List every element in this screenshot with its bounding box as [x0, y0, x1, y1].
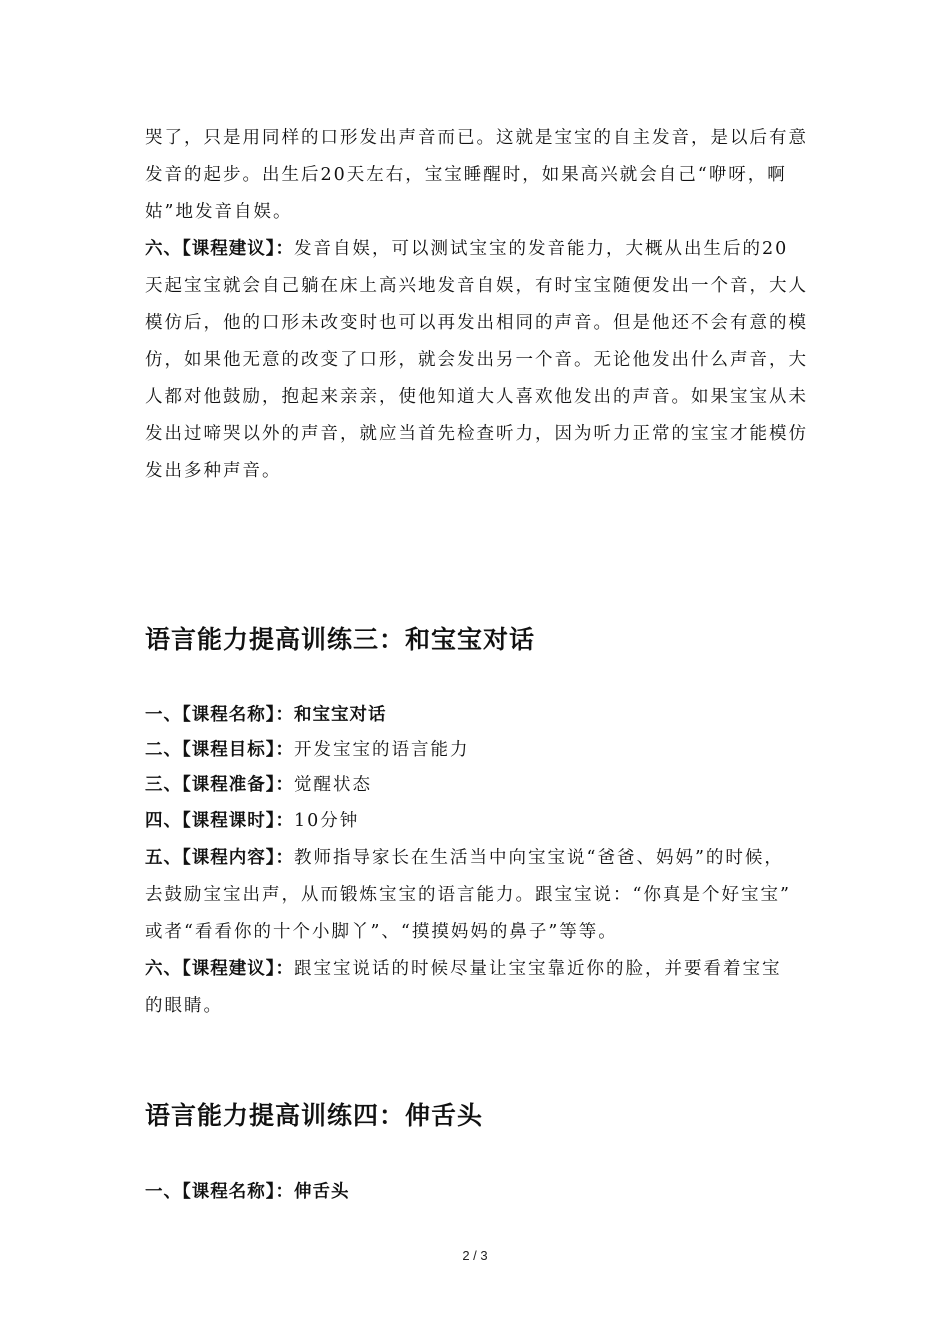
- item-label: 一、【课程名称】：: [145, 1182, 294, 1202]
- body-text-line: 姑”地发音自娱。: [145, 202, 293, 222]
- item-text: 10分钟: [294, 811, 360, 831]
- item-text: 教师指导家长在生活当中向宝宝说“爸爸、妈妈”的时候，: [294, 848, 784, 868]
- item-text: 开发宝宝的语言能力: [294, 740, 470, 760]
- body-text-line: 或者“看看你的十个小脚丫”、“摸摸妈妈的鼻子”等等。: [145, 922, 618, 942]
- page-number: 2 / 3: [462, 1248, 488, 1263]
- body-text-line: 仿，如果他无意的改变了口形，就会发出另一个音。无论他发出什么声音，大: [145, 350, 808, 370]
- item-text: 和宝宝对话: [294, 705, 387, 725]
- item-text: 觉醒状态: [294, 775, 372, 795]
- item-label: 二、【课程目标】：: [145, 740, 294, 760]
- body-text-line: 哭了，只是用同样的口形发出声音而已。这就是宝宝的自主发音，是以后有意: [145, 128, 808, 148]
- list-item: [145, 809, 815, 833]
- list-item: [145, 957, 815, 981]
- body-text-line: 去鼓励宝宝出声，从而锻炼宝宝的语言能力。跟宝宝说：“你真是个好宝宝”: [145, 885, 791, 905]
- item-label: 五、【课程内容】：: [145, 848, 294, 868]
- body-text-line: 天起宝宝就会自己躺在床上高兴地发音自娱，有时宝宝随便发出一个音，大人: [145, 276, 808, 296]
- body-text-line: [145, 237, 815, 261]
- item-text: 伸舌头: [294, 1182, 350, 1202]
- list-item: [145, 773, 815, 797]
- list-item: [145, 703, 815, 727]
- list-item: [145, 738, 815, 762]
- item-text: 跟宝宝说话的时候尽量让宝宝靠近你的脸，并要看着宝宝: [294, 959, 782, 979]
- body-text-line: 发出过啼哭以外的声音，就应当首先检查听力，因为听力正常的宝宝才能模仿: [145, 424, 808, 444]
- item-label: 四、【课程课时】：: [145, 811, 294, 831]
- list-item: [145, 1180, 815, 1204]
- section-heading: 语言能力提高训练四：伸舌头: [145, 1101, 484, 1130]
- body-text-line: 发出多种声音。: [145, 461, 282, 481]
- list-item: [145, 846, 815, 870]
- body-text-line: 人都对他鼓励，抱起来亲亲，使他知道大人喜欢他发出的声音。如果宝宝从未: [145, 387, 808, 407]
- item-label: 一、【课程名称】：: [145, 705, 294, 725]
- body-text-line: 的眼睛。: [145, 996, 223, 1016]
- item-text: 发音自娱，可以测试宝宝的发音能力，大概从出生后的20: [294, 239, 789, 259]
- section-heading: 语言能力提高训练三：和宝宝对话: [145, 625, 536, 654]
- item-label: 三、【课程准备】：: [145, 775, 294, 795]
- item-label: 六、【课程建议】：: [145, 239, 294, 259]
- body-text-line: 发音的起步。出生后20天左右，宝宝睡醒时，如果高兴就会自己“咿呀，啊: [145, 165, 787, 185]
- body-text-line: 模仿后，他的口形未改变时也可以再发出相同的声音。但是他还不会有意的模: [145, 313, 808, 333]
- item-label: 六、【课程建议】：: [145, 959, 294, 979]
